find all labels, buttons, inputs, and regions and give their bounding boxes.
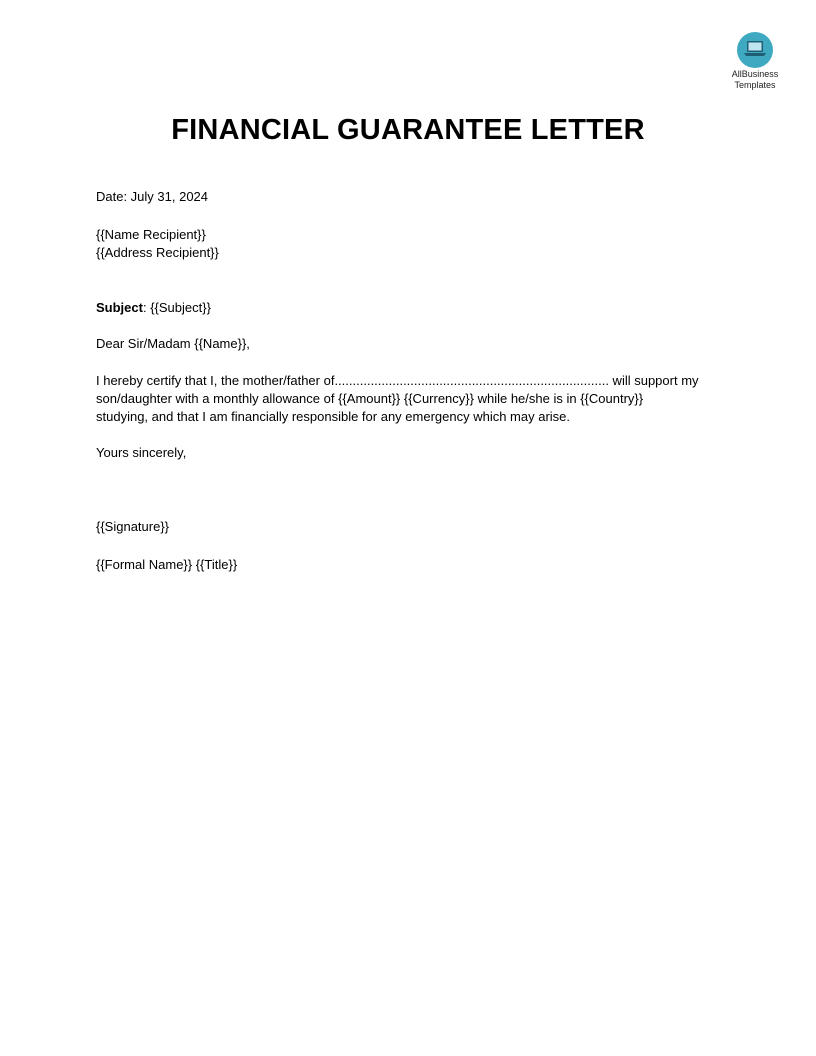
body-line-3: studying, and that I am financially responsible for any emergency which may arise. [96,409,571,424]
body-line-1: I hereby certify that I, the mother/father of............................................................................ will support my [96,373,699,388]
body-paragraph [96,372,706,426]
logo-text-line2: Templates [734,80,776,90]
subject-label: Subject [96,300,143,315]
formal-name-title: {{Formal Name}} {{Title}} [96,557,238,572]
signature-placeholder: {{Signature}} [96,519,170,534]
letter-date: Date: July 31, 2024 [96,189,209,204]
laptop-icon [737,32,773,68]
closing: Yours sincerely, [96,445,187,460]
letter-title: FINANCIAL GUARANTEE LETTER [171,114,645,146]
subject-line [96,299,211,317]
salutation: Dear Sir/Madam {{Name}}, [96,336,250,351]
subject-value: : {{Subject}} [142,300,211,315]
logo-text-line1: AllBusiness [731,69,779,79]
body-line-2: son/daughter with a monthly allowance of {{Amount}} {{Currency}} while he/she is in {{Country}} [96,391,644,406]
recipient-name: {{Name Recipient}} [96,227,206,242]
allbusiness-templates-logo [724,32,786,90]
recipient-address: {{Address Recipient}} [96,245,219,260]
